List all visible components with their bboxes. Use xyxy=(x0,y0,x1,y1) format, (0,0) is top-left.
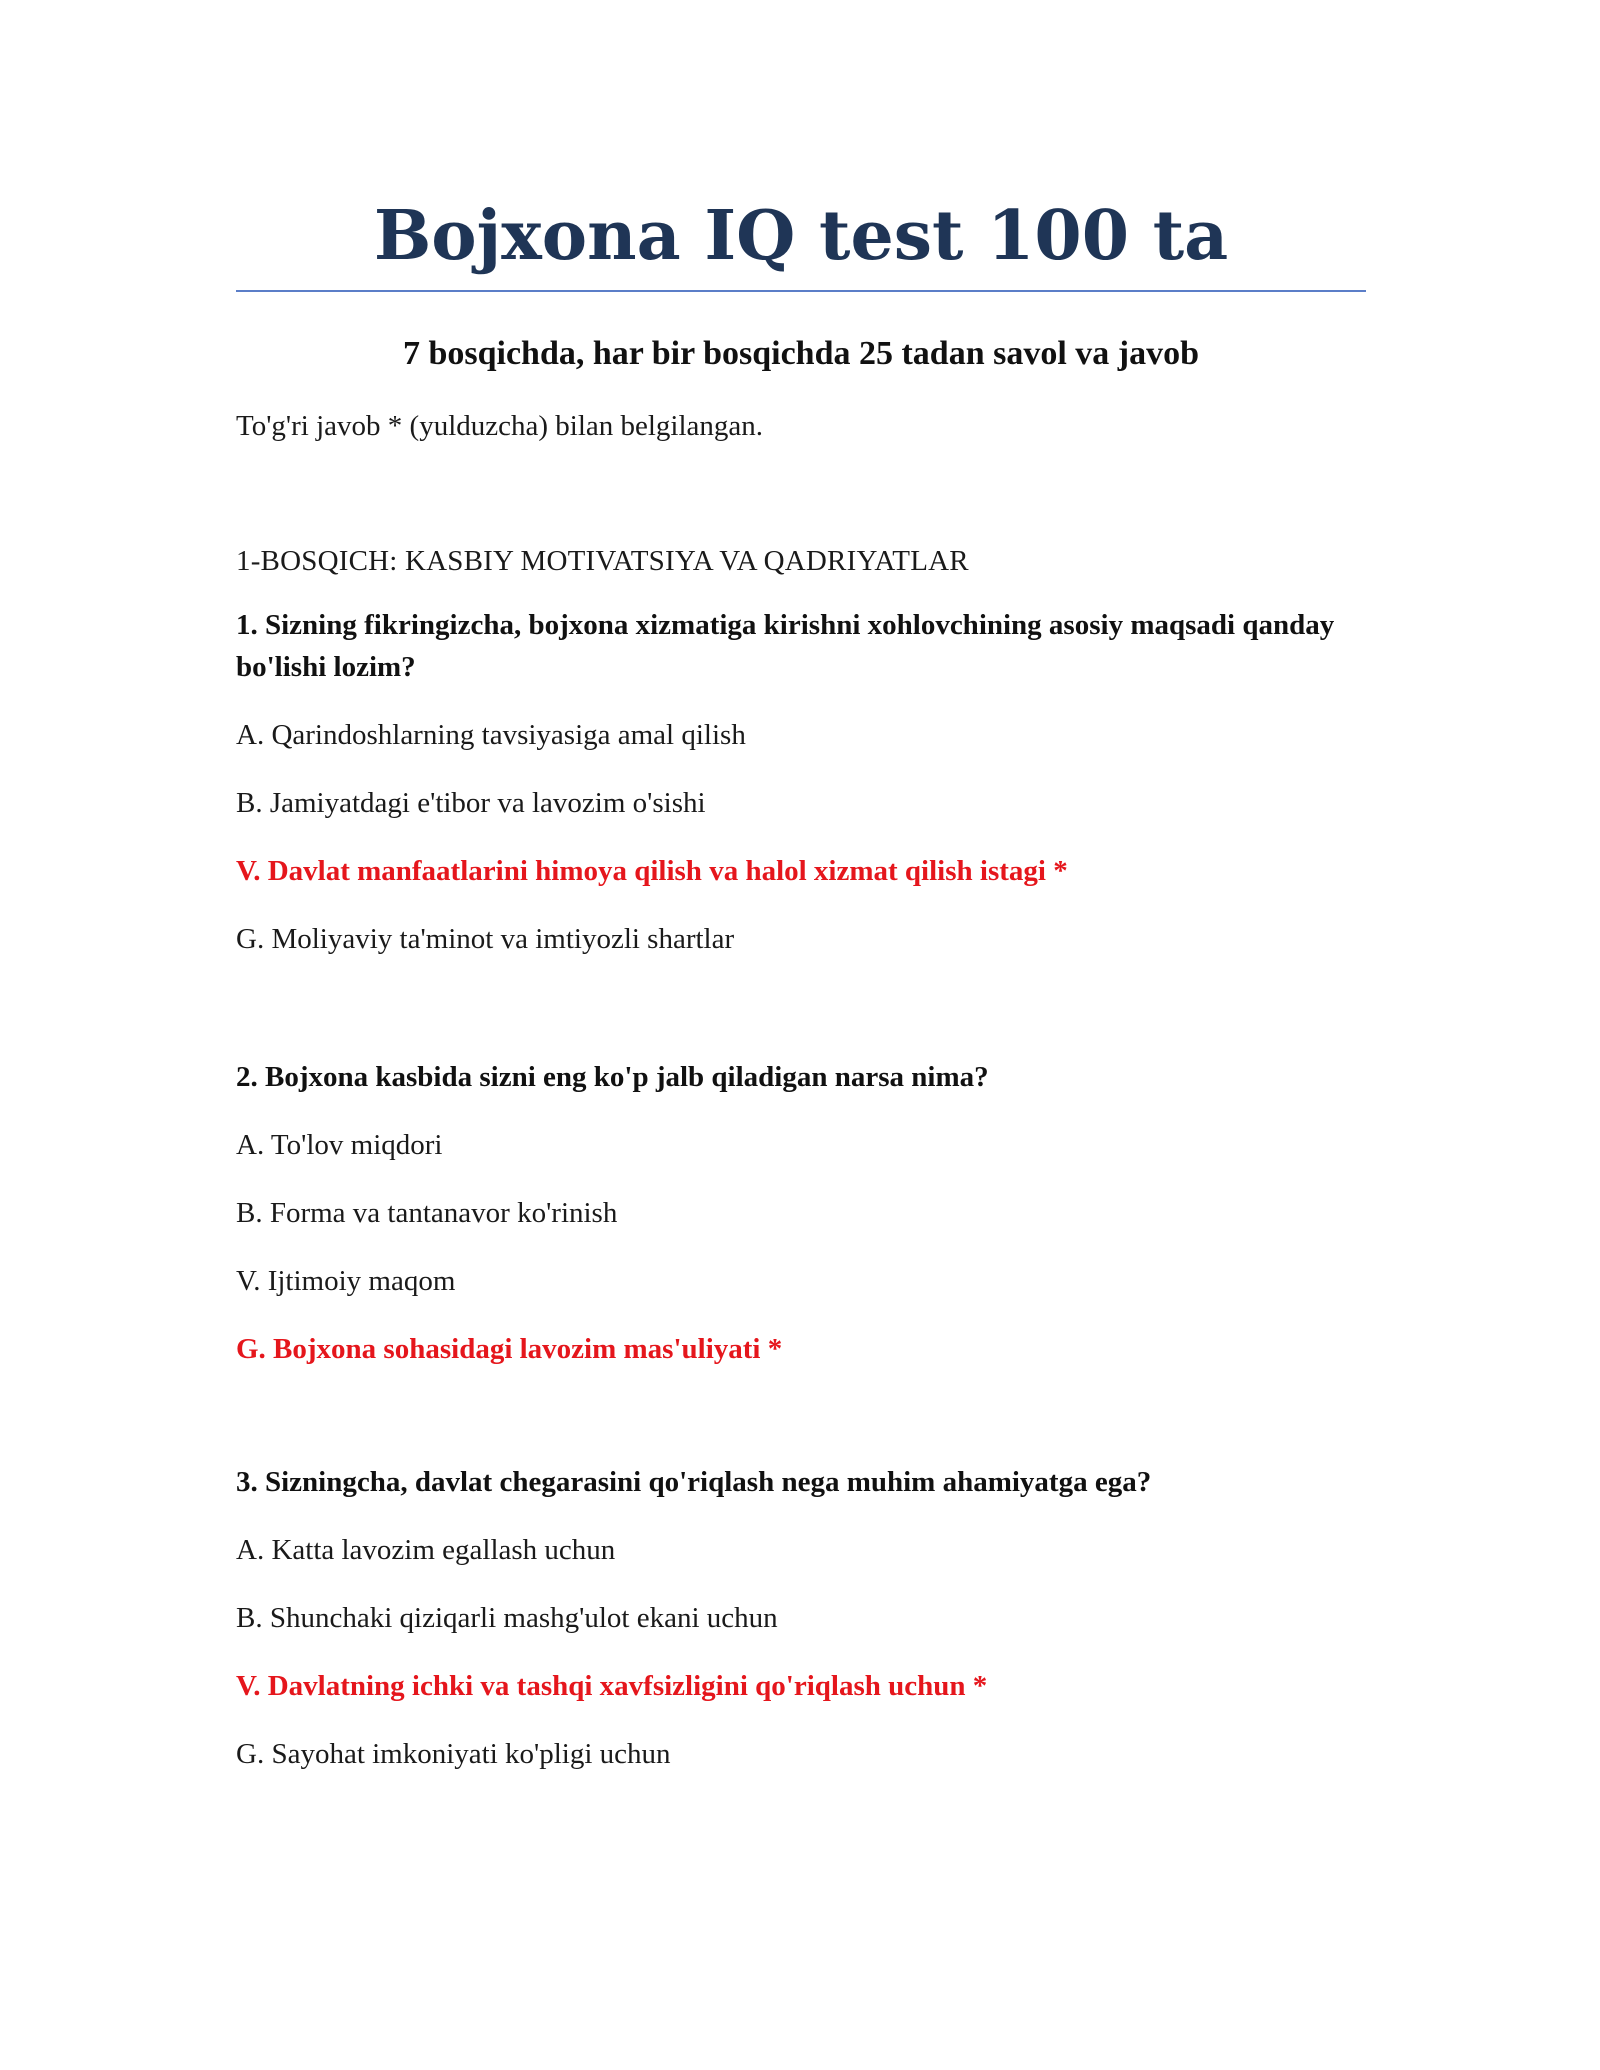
question-text: 1. Sizning fikringizcha, bojxona xizmatiga kirishni xohlovchining asosiy maqsadi qanday bo'lishi lozim? xyxy=(236,609,1335,683)
question-3 xyxy=(236,1461,1366,1801)
option-g-correct: G. Bojxona sohasidagi lavozim mas'uliyati * xyxy=(236,1333,783,1365)
option-b: B. Forma va tantanavor ko'rinish xyxy=(236,1197,618,1229)
document-subtitle: 7 bosqichda, har bir bosqichda 25 tadan savol va javob xyxy=(402,335,1200,372)
section-heading: 1-BOSQICH: KASBIY MOTIVATSIYA VA QADRIYATLAR xyxy=(236,545,969,577)
option-v-correct: V. Davlat manfaatlarini himoya qilish va halol xizmat qilish istagi * xyxy=(236,855,1068,887)
option-v: V. Ijtimoiy maqom xyxy=(236,1265,456,1297)
option-b: B. Jamiyatdagi e'tibor va lavozim o'sishi xyxy=(236,787,706,819)
option-b: B. Shunchaki qiziqarli mashg'ulot ekani uchun xyxy=(236,1602,778,1634)
option-a: A. To'lov miqdori xyxy=(236,1129,443,1161)
option-a: A. Katta lavozim egallash uchun xyxy=(236,1534,616,1566)
question-1 xyxy=(236,604,1366,986)
option-a: A. Qarindoshlarning tavsiyasiga amal qilish xyxy=(236,719,746,751)
option-v-correct: V. Davlatning ichki va tashqi xavfsizligini qo'riqlash uchun * xyxy=(236,1670,988,1702)
question-2 xyxy=(236,1056,1366,1396)
document-title: Bojxona IQ test 100 ta xyxy=(373,196,1229,276)
option-g: G. Sayohat imkoniyati ko'pligi uchun xyxy=(236,1738,671,1770)
option-g: G. Moliyaviy ta'minot va imtiyozli shartlar xyxy=(236,923,735,955)
answer-key-note: To'g'ri javob * (yulduzcha) bilan belgilangan. xyxy=(236,410,764,442)
question-text: 3. Sizningcha, davlat chegarasini qo'riqlash nega muhim ahamiyatga ega? xyxy=(236,1466,1152,1498)
title-underline xyxy=(236,290,1366,292)
question-text: 2. Bojxona kasbida sizni eng ko'p jalb qiladigan narsa nima? xyxy=(236,1061,989,1093)
